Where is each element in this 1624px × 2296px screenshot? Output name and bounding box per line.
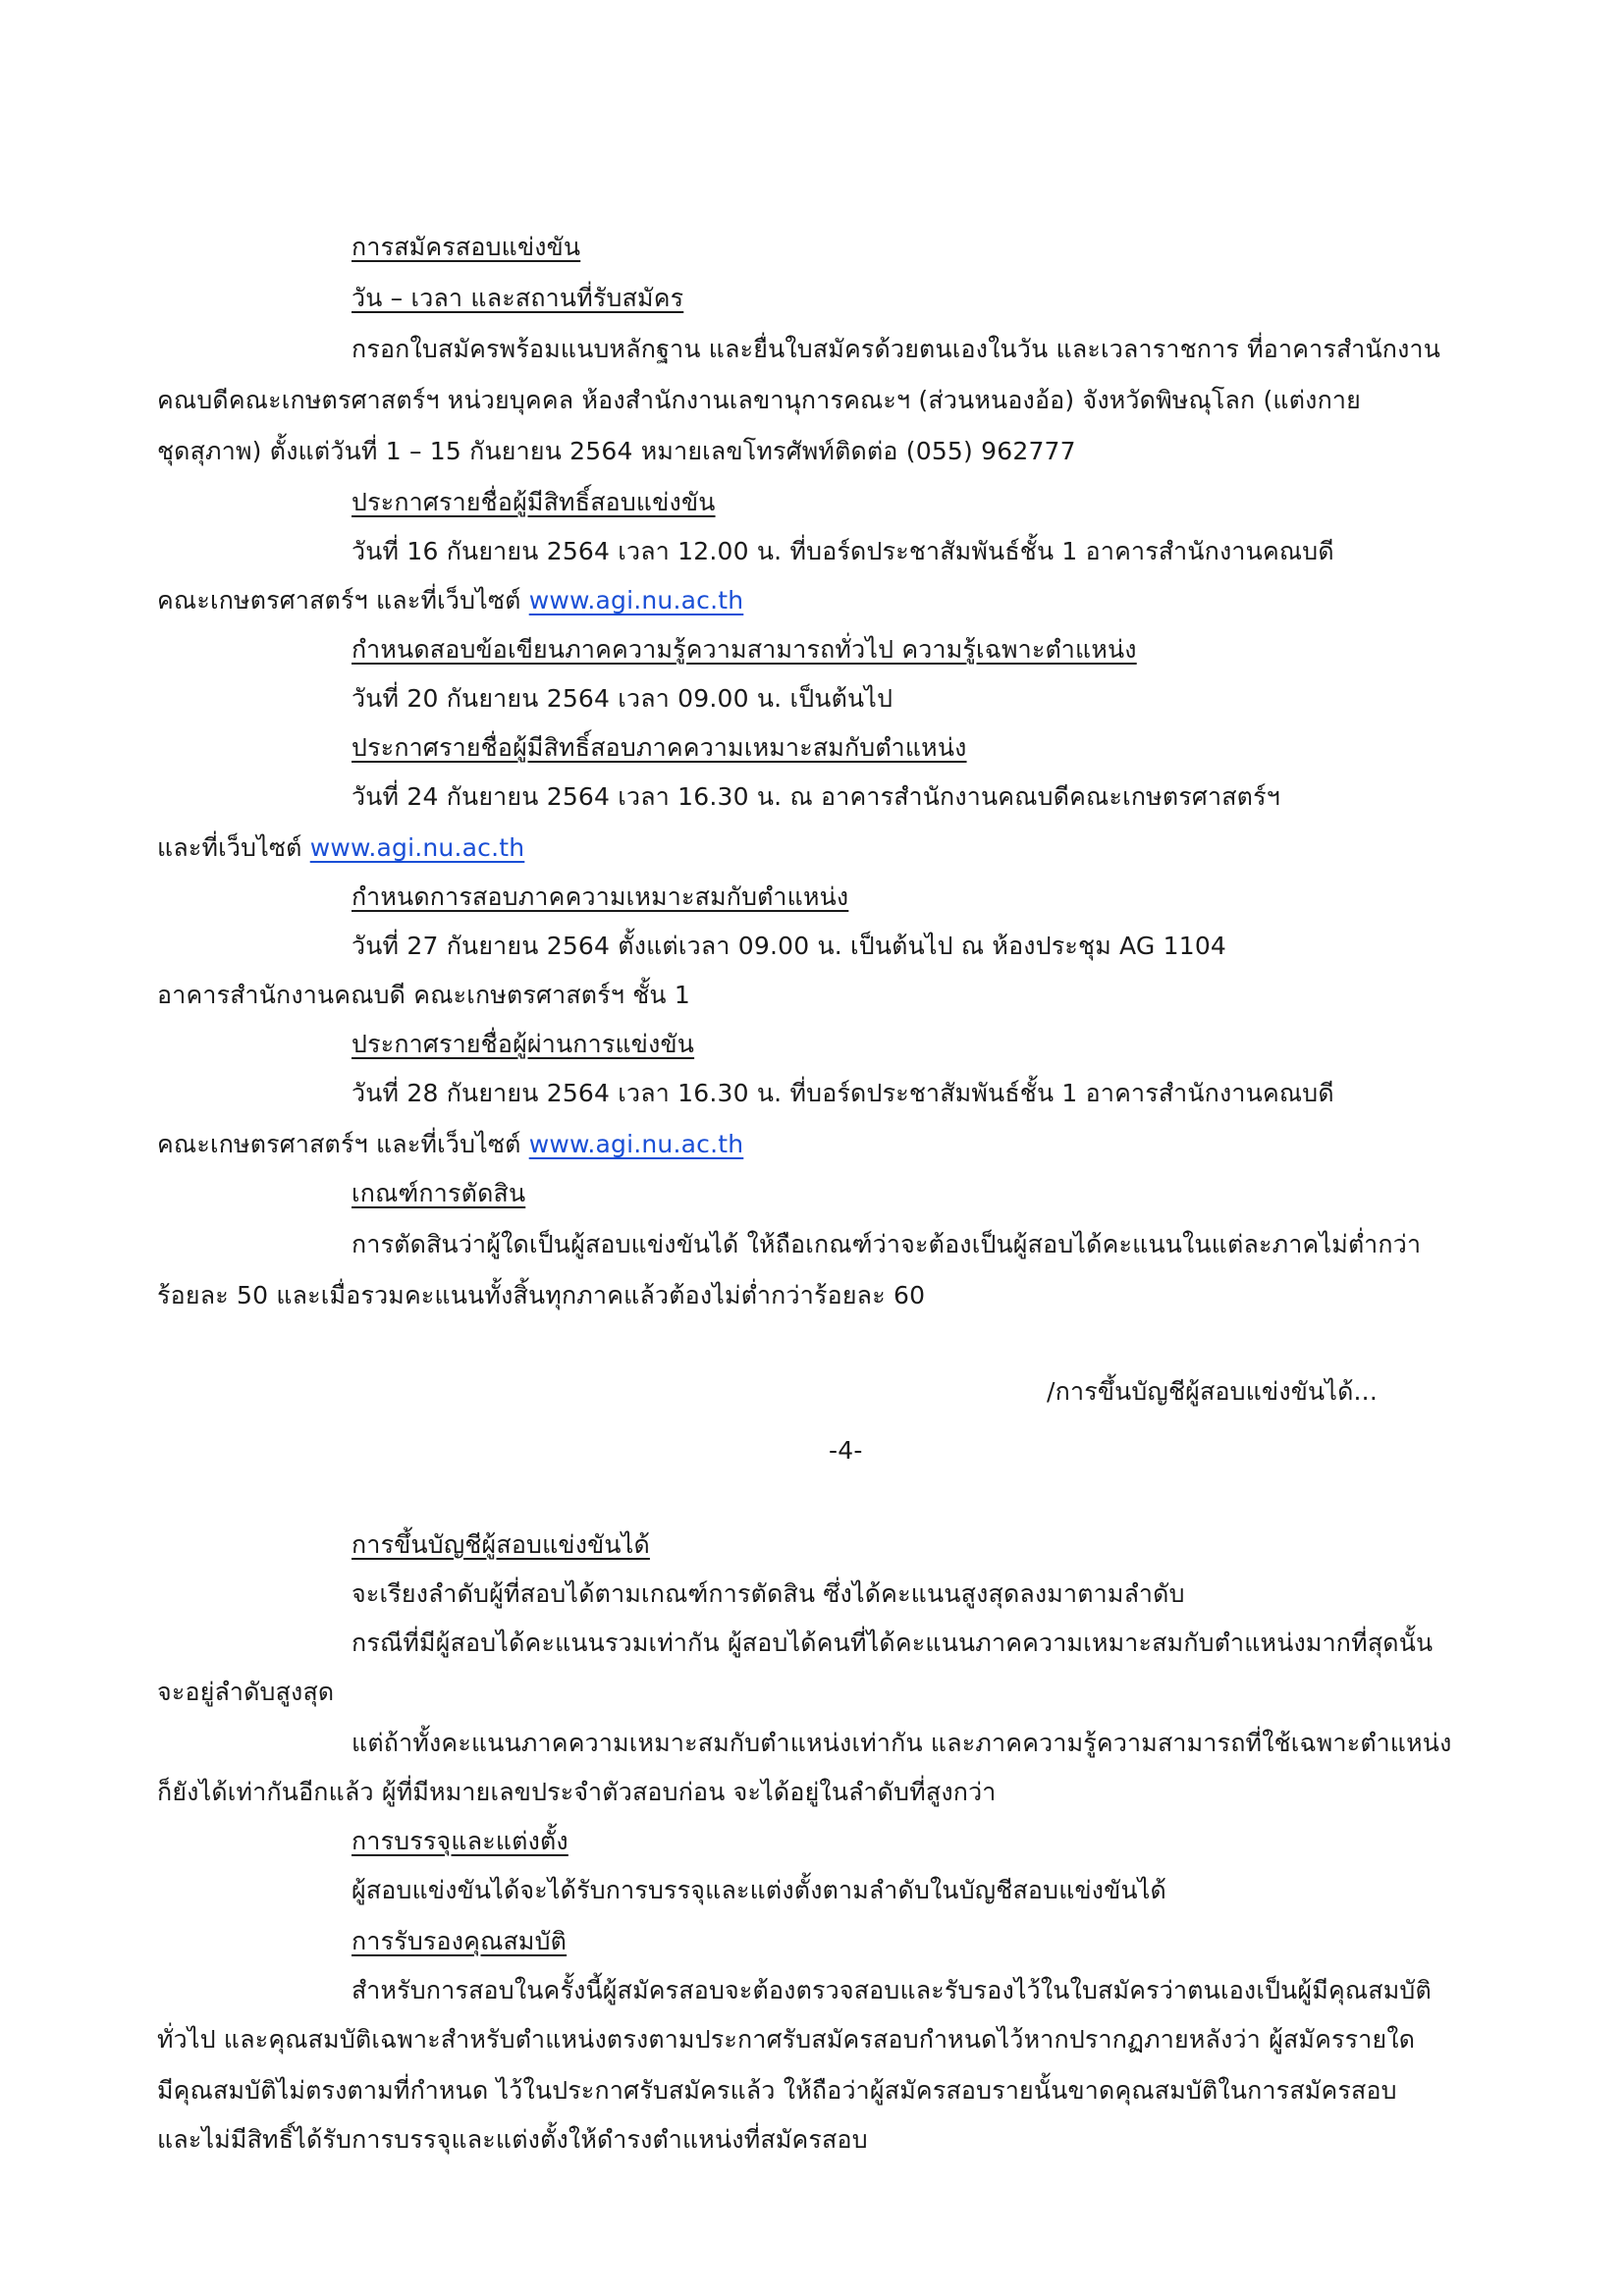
paragraph-line: กรอกใบสมัครพร้อมแนบหลักฐาน และยื่นใบสมัครด้วยตนเองในวัน และเวลาราชการ ที่อาคารสำนักงาน	[352, 335, 1441, 363]
heading-qualification: การรับรองคุณสมบัติ	[352, 1927, 568, 1955]
paragraph-line: และไม่มีสิทธิ์ได้รับการบรรจุและแต่งตั้งให้ดำรงตำแหน่งที่สมัครสอบ	[157, 2125, 868, 2154]
heading-appointment: การบรรจุและแต่งตั้ง	[352, 1827, 568, 1855]
paragraph-line	[157, 1127, 743, 1162]
website-link[interactable]: www.agi.nu.ac.th	[309, 833, 525, 862]
paragraph-line: ชุดสุภาพ) ตั้งแต่วันที่ 1 – 15 กันยายน 2564 หมายเลขโทรศัพท์ติดต่อ (055) 962777	[157, 437, 1076, 465]
paragraph-line: วันที่ 28 กันยายน 2564 เวลา 16.30 น. ที่บอร์ดประชาสัมพันธ์ชั้น 1 อาคารสำนักงานคณบดี	[352, 1079, 1334, 1107]
heading-announce-eligible: ประกาศรายชื่อผู้มีสิทธิ์สอบแข่งขัน	[352, 488, 716, 516]
paragraph-line: วันที่ 16 กันยายน 2564 เวลา 12.00 น. ที่บอร์ดประชาสัมพันธ์ชั้น 1 อาคารสำนักงานคณบดี	[352, 537, 1334, 565]
paragraph-line: วันที่ 27 กันยายน 2564 ตั้งแต่เวลา 09.00 น. เป็นต้นไป ณ ห้องประชุม AG 1104	[352, 932, 1227, 960]
paragraph-line: วันที่ 24 กันยายน 2564 เวลา 16.30 น. ณ อาคารสำนักงานคณบดีคณะเกษตรศาสตร์ฯ	[352, 782, 1280, 811]
paragraph-line: ทั่วไป และคุณสมบัติเฉพาะสำหรับตำแหน่งตรงตามประกาศรับสมัครสอบกำหนดไว้หากปรากฏภายหลังว่า ผู้สมัครรายใด	[157, 2025, 1416, 2054]
paragraph-text: และที่เว็บไซต์	[157, 833, 310, 862]
heading-announce-suitability: ประกาศรายชื่อผู้มีสิทธิ์สอบภาคความเหมาะสมกับตำแหน่ง	[352, 733, 967, 762]
paragraph-line: จะอยู่ลำดับสูงสุด	[157, 1678, 335, 1706]
paragraph-line: ก็ยังได้เท่ากันอีกแล้ว ผู้ที่มีหมายเลขประจำตัวสอบก่อน จะได้อยู่ในลำดับที่สูงกว่า	[157, 1778, 997, 1806]
paragraph-line: สำหรับการสอบในครั้งนี้ผู้สมัครสอบจะต้องตรวจสอบและรับรองไว้ในใบสมัครว่าตนเองเป็นผู้มีคุณสมบัติ	[352, 1976, 1432, 2004]
paragraph-line: คณบดีคณะเกษตรศาสตร์ฯ หน่วยบุคคล ห้องสำนักงานเลขานุการคณะฯ (ส่วนหนองอ้อ) จังหวัดพิษณุโลก (แต่งกาย	[157, 386, 1362, 414]
paragraph-line: ร้อยละ 50 และเมื่อรวมคะแนนทั้งสิ้นทุกภาคแล้วต้องไม่ต่ำกว่าร้อยละ 60	[157, 1281, 926, 1309]
paragraph-line: ผู้สอบแข่งขันได้จะได้รับการบรรจุและแต่งตั้งตามลำดับในบัญชีสอบแข่งขันได้	[352, 1876, 1166, 1904]
website-link[interactable]: www.agi.nu.ac.th	[528, 586, 744, 614]
paragraph-line	[157, 830, 524, 866]
website-link[interactable]: www.agi.nu.ac.th	[528, 1130, 744, 1158]
paragraph-line	[157, 583, 743, 618]
heading-suitability-exam: กำหนดการสอบภาคความเหมาะสมกับตำแหน่ง	[352, 882, 849, 911]
paragraph-line: แต่ถ้าทั้งคะแนนภาคความเหมาะสมกับตำแหน่งเท่ากัน และภาคความรู้ความสามารถที่ใช้เฉพาะตำแหน่ง	[352, 1729, 1452, 1757]
paragraph-line: กรณีที่มีผู้สอบได้คะแนนรวมเท่ากัน ผู้สอบได้คนที่ได้คะแนนภาคความเหมาะสมกับตำแหน่งมากที่สุดนั้น	[352, 1629, 1434, 1657]
paragraph-text: คณะเกษตรศาสตร์ฯ และที่เว็บไซต์	[157, 1130, 529, 1158]
paragraph-line: วันที่ 20 กันยายน 2564 เวลา 09.00 น. เป็นต้นไป	[352, 684, 893, 713]
heading-announce-pass: ประกาศรายชื่อผู้ผ่านการแข่งขัน	[352, 1030, 695, 1058]
heading-criteria: เกณฑ์การตัดสิน	[352, 1179, 526, 1207]
heading-list: การขึ้นบัญชีผู้สอบแข่งขันได้	[352, 1530, 650, 1559]
heading-application: การสมัครสอบแข่งขัน	[352, 233, 581, 261]
continued-note: /การขึ้นบัญชีผู้สอบแข่งขันได้...	[1047, 1377, 1378, 1406]
paragraph-line: จะเรียงลำดับผู้ที่สอบได้ตามเกณฑ์การตัดสิน ซึ่งได้คะแนนสูงสุดลงมาตามลำดับ	[352, 1579, 1185, 1608]
paragraph-text: คณะเกษตรศาสตร์ฯ และที่เว็บไซต์	[157, 586, 529, 614]
paragraph-line: มีคุณสมบัติไม่ตรงตามที่กำหนด ไว้ในประกาศรับสมัครแล้ว ให้ถือว่าผู้สมัครสอบรายนั้นขาดคุณสมบัติในการสมัครสอบ	[157, 2076, 1397, 2105]
paragraph-line: การตัดสินว่าผู้ใดเป็นผู้สอบแข่งขันได้ ให้ถือเกณฑ์ว่าจะต้องเป็นผู้สอบได้คะแนนในแต่ละภาคไม่ต่ำกว่า	[352, 1230, 1422, 1258]
page-number: -4-	[829, 1436, 863, 1465]
heading-written-exam: กำหนดสอบข้อเขียนภาคความรู้ความสามารถทั่วไป ความรู้เฉพาะตำแหน่ง	[352, 635, 1137, 664]
paragraph-line: อาคารสำนักงานคณบดี คณะเกษตรศาสตร์ฯ ชั้น 1	[157, 981, 690, 1009]
heading-date-place: วัน – เวลา และสถานที่รับสมัคร	[352, 284, 684, 312]
